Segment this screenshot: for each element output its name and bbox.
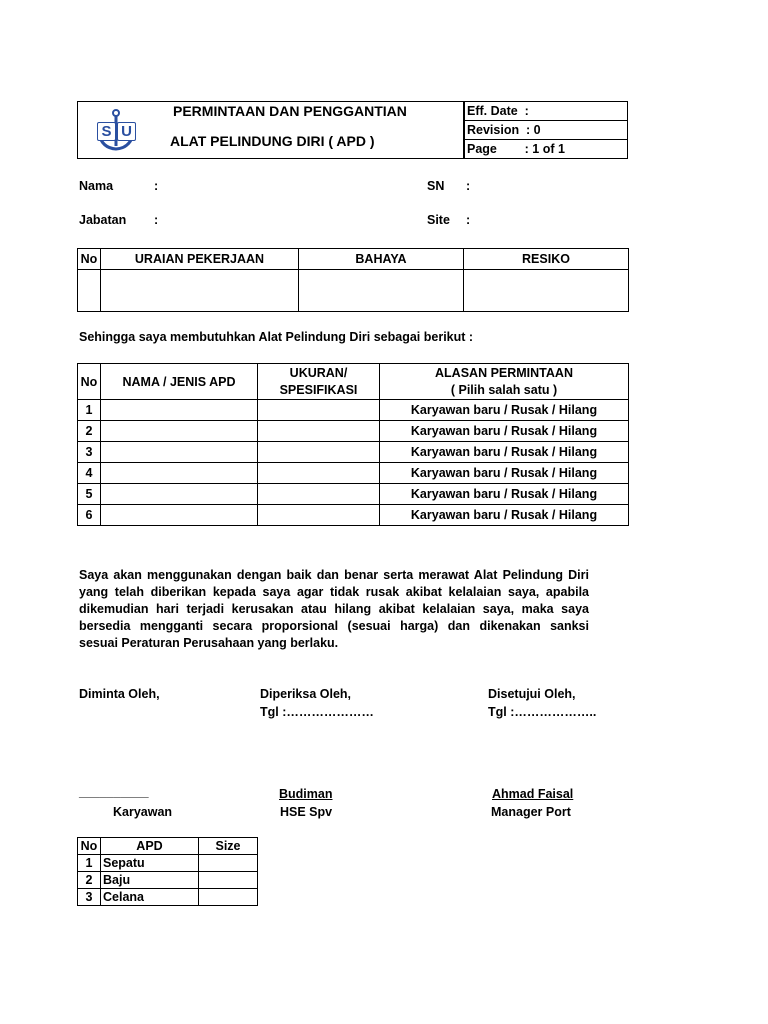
job-col-uraian: URAIAN PEKERJAAN <box>101 249 299 270</box>
hse-signer-name: Budiman <box>279 787 333 801</box>
karyawan-sign-line: __________ <box>79 785 149 799</box>
job-col-no: No <box>78 249 101 270</box>
apd-col-alasan <box>380 364 629 400</box>
statement-line: bersedia mengganti secara proporsional (sesuai harga) dan dikenakan sanksi <box>79 619 589 633</box>
hse-signer-title: HSE Spv <box>280 805 333 819</box>
site-label: Site <box>427 213 450 227</box>
eff-date: Eff. Date : <box>464 102 628 121</box>
apd-col-ukuran-line2: SPESIFIKASI <box>279 382 358 397</box>
size-row-no: 3 <box>78 889 101 906</box>
logo-letter-u: U <box>117 122 136 141</box>
size-row-apd: Celana <box>101 889 199 906</box>
job-cell[interactable] <box>101 270 299 312</box>
job-cell[interactable] <box>299 270 464 312</box>
apd-size-table <box>77 837 258 906</box>
karyawan-title: Karyawan <box>113 805 173 819</box>
table-row <box>78 463 629 484</box>
table-row <box>78 872 258 889</box>
apd-row-no: 3 <box>78 442 101 463</box>
job-cell[interactable] <box>78 270 101 312</box>
jabatan-label: Jabatan <box>79 213 127 227</box>
disetujui-date: Tgl :……………….. <box>488 705 597 719</box>
apd-nama-cell[interactable] <box>101 484 258 505</box>
apd-row-no: 1 <box>78 400 101 421</box>
page-number: Page : 1 of 1 <box>464 140 628 159</box>
size-row-apd: Sepatu <box>101 855 199 872</box>
statement-line: Saya akan menggunakan dengan baik dan benar serta merawat Alat Pelindung Diri <box>79 568 589 582</box>
apd-request-table <box>77 363 629 526</box>
apd-alasan-cell[interactable]: Karyawan baru / Rusak / Hilang <box>380 421 629 442</box>
apd-col-alasan-line1: ALASAN PERMINTAAN <box>435 365 573 380</box>
table-row <box>78 484 629 505</box>
apd-col-alasan-line2: ( Pilih salah satu ) <box>450 382 558 397</box>
form-title-line2: ALAT PELINDUNG DIRI ( APD ) <box>170 133 375 149</box>
apd-col-ukuran-line1: UKURAN/ <box>289 365 348 380</box>
statement-paragraph <box>79 567 589 652</box>
size-cell[interactable] <box>199 889 258 906</box>
job-col-resiko: RESIKO <box>464 249 629 270</box>
apd-ukuran-cell[interactable] <box>258 442 380 463</box>
apd-ukuran-cell[interactable] <box>258 421 380 442</box>
statement-line: yang telah diberikan kepada saya agar tidak rusak akibat kelalaian saya, apabila <box>79 585 589 599</box>
apd-alasan-cell[interactable]: Karyawan baru / Rusak / Hilang <box>380 505 629 526</box>
apd-nama-cell[interactable] <box>101 400 258 421</box>
disetujui-label: Disetujui Oleh, <box>488 687 576 701</box>
form-title-line1: PERMINTAAN DAN PENGGANTIAN <box>173 103 407 119</box>
apd-alasan-cell[interactable]: Karyawan baru / Rusak / Hilang <box>380 463 629 484</box>
size-row-no: 1 <box>78 855 101 872</box>
table-row <box>78 421 629 442</box>
apd-alasan-cell[interactable]: Karyawan baru / Rusak / Hilang <box>380 400 629 421</box>
size-cell[interactable] <box>199 872 258 889</box>
diperiksa-label: Diperiksa Oleh, <box>260 687 352 701</box>
size-row-no: 2 <box>78 872 101 889</box>
jabatan-colon: : <box>154 213 159 227</box>
site-colon: : <box>466 213 471 227</box>
apd-ukuran-cell[interactable] <box>258 505 380 526</box>
statement-line: sesuai Peraturan Perusahaan yang berlaku. <box>79 636 339 650</box>
manager-signer-name: Ahmad Faisal <box>492 787 574 801</box>
apd-nama-cell[interactable] <box>101 505 258 526</box>
diperiksa-date: Tgl :………………… <box>260 705 374 719</box>
sn-colon: : <box>466 179 471 193</box>
apd-nama-cell[interactable] <box>101 463 258 484</box>
apd-ukuran-cell[interactable] <box>258 400 380 421</box>
size-cell[interactable] <box>199 855 258 872</box>
job-hazard-table <box>77 248 629 312</box>
apd-row-no: 2 <box>78 421 101 442</box>
nama-colon: : <box>154 179 159 193</box>
company-logo <box>94 108 138 152</box>
logo-letter-s: S <box>97 122 116 141</box>
size-col-apd: APD <box>101 838 199 855</box>
apd-ukuran-cell[interactable] <box>258 484 380 505</box>
size-col-size: Size <box>199 838 258 855</box>
table-row <box>78 400 629 421</box>
apd-nama-cell[interactable] <box>101 421 258 442</box>
apd-row-no: 4 <box>78 463 101 484</box>
size-row-apd: Baju <box>101 872 199 889</box>
table-row <box>78 442 629 463</box>
apd-col-no: No <box>78 364 101 400</box>
apd-alasan-cell[interactable]: Karyawan baru / Rusak / Hilang <box>380 442 629 463</box>
apd-col-ukuran <box>258 364 380 400</box>
diminta-label: Diminta Oleh, <box>79 687 160 701</box>
apd-row-no: 5 <box>78 484 101 505</box>
apd-alasan-cell[interactable]: Karyawan baru / Rusak / Hilang <box>380 484 629 505</box>
header-box <box>77 101 465 159</box>
apd-ukuran-cell[interactable] <box>258 463 380 484</box>
intro-text: Sehingga saya membutuhkan Alat Pelindung Diri sebagai berikut : <box>79 330 474 344</box>
sn-label: SN <box>427 179 445 193</box>
nama-label: Nama <box>79 179 114 193</box>
apd-nama-cell[interactable] <box>101 442 258 463</box>
apd-col-nama: NAMA / JENIS APD <box>101 364 258 400</box>
job-col-bahaya: BAHAYA <box>299 249 464 270</box>
manager-signer-title: Manager Port <box>491 805 571 819</box>
table-row <box>78 505 629 526</box>
revision: Revision : 0 <box>464 121 628 140</box>
size-col-no: No <box>78 838 101 855</box>
table-row <box>78 889 258 906</box>
apd-row-no: 6 <box>78 505 101 526</box>
job-cell[interactable] <box>464 270 629 312</box>
statement-line: dikemudian hari terjadi kerusakan atau hilang akibat kelalaian saya, maka saya <box>79 602 589 616</box>
document-meta-table <box>463 101 628 159</box>
table-row <box>78 855 258 872</box>
